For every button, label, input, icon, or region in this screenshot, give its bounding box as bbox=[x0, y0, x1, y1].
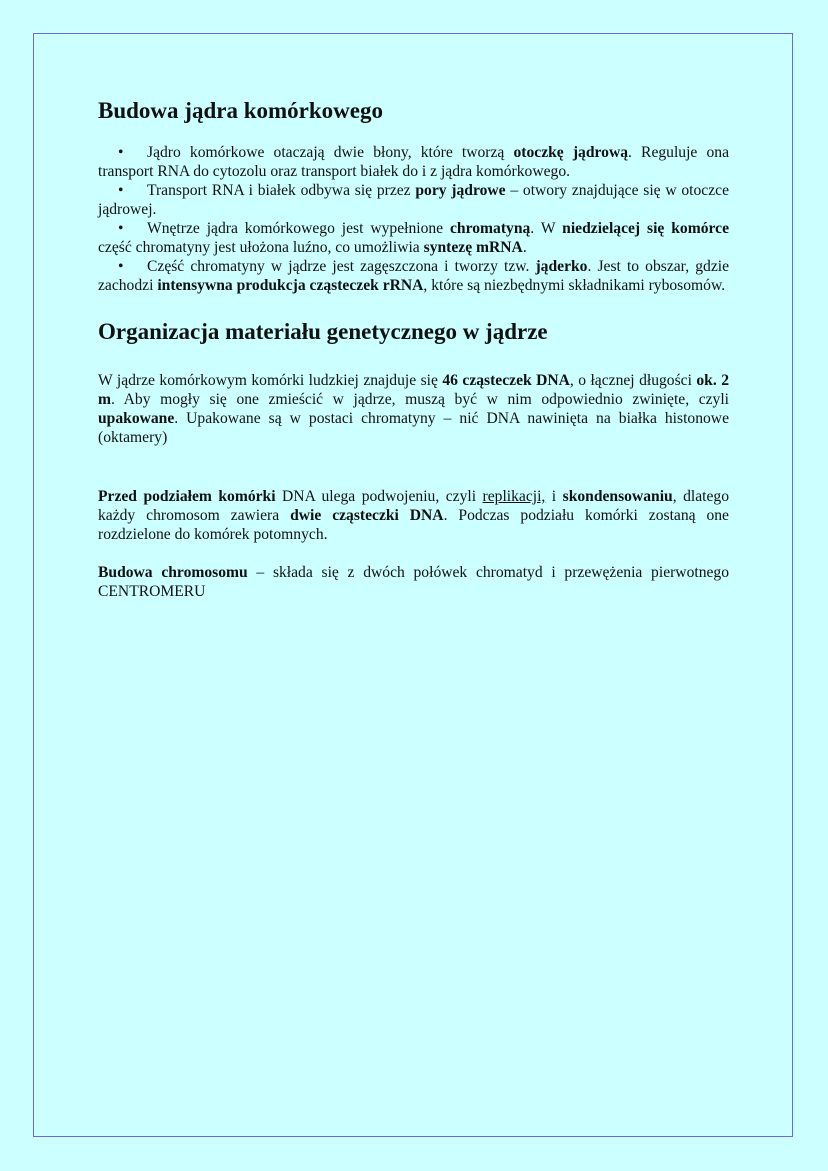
replication-link-text: replikacji, bbox=[482, 488, 546, 505]
bullet-item-chromatin: • Wnętrze jądra komórkowego jest wypełnione chromatyną. W niedzielącej się komórce część chromatyny jest ułożona luźno, co umożliwia syntezę mRNA. bbox=[98, 220, 729, 256]
nucleus-bullet-list bbox=[98, 143, 729, 295]
document-body bbox=[98, 96, 729, 601]
bullet-icon: • bbox=[118, 258, 124, 275]
paragraph-cell-division: Przed podziałem komórki DNA ulega podwojeniu, czyli replikacji, i skondensowaniu, dlatego każdy chromosom zawiera dwie cząsteczki DNA. Podczas podziału komórki zostaną one rozdzielone do komórek potomnych. bbox=[98, 488, 729, 543]
bullet-icon: • bbox=[118, 182, 124, 199]
bullet-item-nucleolus: • Część chromatyny w jądrze jest zagęszczona i tworzy tzw. jąderko. Jest to obszar, gdzie zachodzi intensywna produkcja cząsteczek rRNA, które są niezbędnymi składnikami rybosomów. bbox=[98, 258, 729, 294]
bullet-item-pores: • Transport RNA i białek odbywa się przez pory jądrowe – otwory znajdujące się w otoczce jądrowej. bbox=[98, 182, 729, 218]
heading-genetic-material: Organizacja materiału genetycznego w jądrze bbox=[98, 319, 548, 344]
paragraph-dna-packaging: W jądrze komórkowym komórki ludzkiej znajduje się 46 cząsteczek DNA, o łącznej długości ok. 2 m. Aby mogły się one zmieścić w jądrze, muszą być w nim odpowiednio zwinięte, czyli upakowane. Upakowane są w postaci chromatyny – nić DNA nawinięta na białka histonowe (oktamery) bbox=[98, 372, 729, 446]
paragraph-chromosome-structure: Budowa chromosomu – składa się z dwóch połówek chromatyd i przewężenia pierwotnego CENTROMERU bbox=[98, 564, 730, 600]
bullet-item-envelope: • Jądro komórkowe otaczają dwie błony, które tworzą otoczkę jądrową. Reguluje ona transport RNA do cytozolu oraz transport białek do i z jądra komórkowego. bbox=[98, 144, 730, 180]
heading-nucleus-structure: Budowa jądra komórkowego bbox=[98, 98, 383, 123]
bullet-icon: • bbox=[118, 220, 124, 237]
bullet-icon: • bbox=[118, 144, 124, 161]
